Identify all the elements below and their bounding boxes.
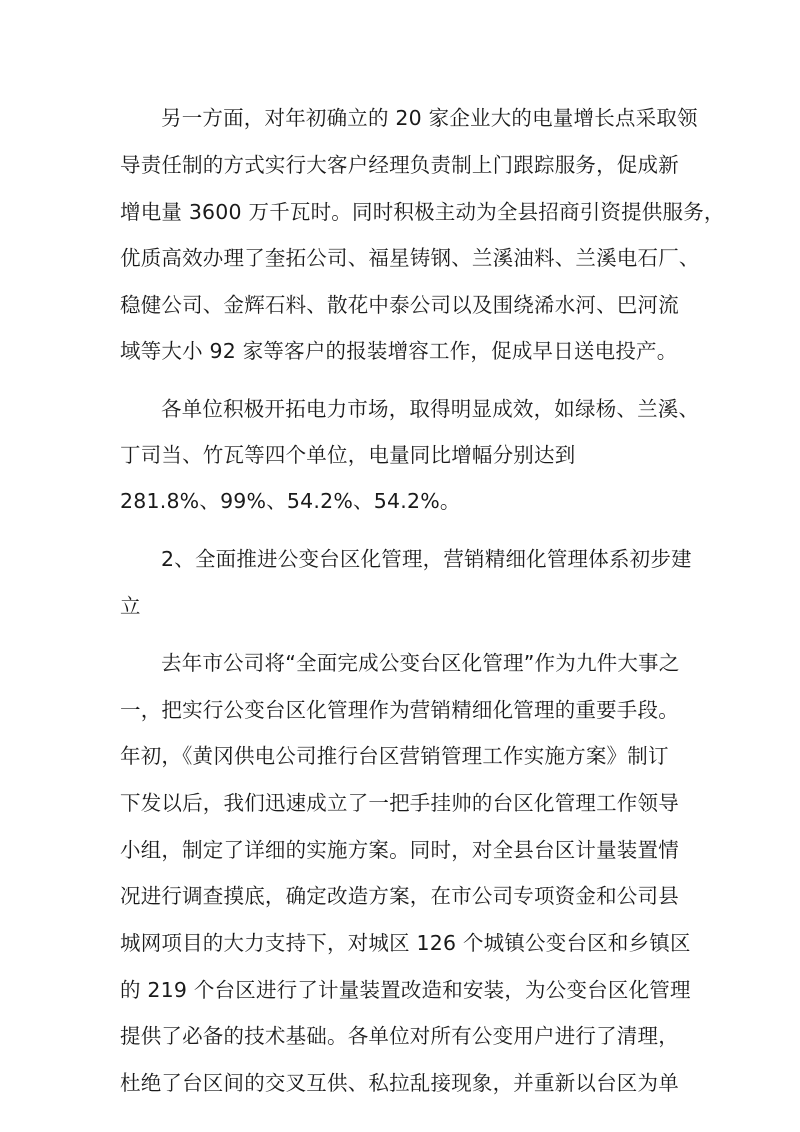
text-line: 去年市公司将“全面完成公变台区化管理”作为九件大事之	[161, 651, 680, 675]
text-line: 另一方面，对年初确立的 20 家企业大的电量增长点采取领	[161, 106, 698, 130]
text-line: 的 219 个台区进行了计量装置改造和安装，为公变台区化管理	[120, 978, 691, 1002]
text-line: 下发以后，我们迅速成立了一把手挂帅的台区化管理工作领导	[120, 791, 679, 815]
text-line: 各单位积极开拓电力市场，取得明显成效，如绿杨、兰溪、	[161, 397, 700, 421]
text-line: 丁司当、竹瓦等四个单位，电量同比增幅分别达到	[120, 443, 576, 467]
text-line: 导责任制的方式实行大客户经理负责制上门跟踪服务，促成新	[120, 153, 679, 177]
text-line: 杜绝了台区间的交叉互供、私拉乱接现象，并重新以台区为单	[120, 1071, 679, 1095]
text-line: 域等大小 92 家等客户的报装增容工作，促成早日送电投产。	[120, 339, 678, 363]
text-line: 年初，《黄冈供电公司推行台区营销管理工作实施方案》制订	[120, 744, 669, 768]
text-line: 稳健公司、金辉石料、散花中泰公司以及围绕浠水河、巴河流	[120, 293, 679, 317]
text-line: 况进行调查摸底，确定改造方案，在市公司专项资金和公司县	[120, 884, 679, 908]
text-line: 小组，制定了详细的实施方案。同时，对全县台区计量装置情	[120, 838, 679, 862]
text-line: 281.8%、99%、54.2%、54.2%。	[120, 489, 461, 513]
section-heading-line: 立	[120, 594, 141, 618]
text-line: 一，把实行公变台区化管理作为营销精细化管理的重要手段。	[120, 698, 679, 722]
section-heading-line: 2、全面推进公变台区化管理，营销精细化管理体系初步建	[161, 547, 692, 571]
text-line: 优质高效办理了奎拓公司、福星铸钢、兰溪油料、兰溪电石厂、	[120, 246, 700, 270]
text-line: 提供了必备的技术基础。各单位对所有公变用户进行了清理，	[120, 1024, 679, 1048]
text-line: 增电量 3600 万千瓦时。同时积极主动为全县招商引资提供服务，	[120, 200, 725, 224]
text-line: 城网项目的大力支持下，对城区 126 个城镇公变台区和乡镇区	[120, 931, 691, 955]
